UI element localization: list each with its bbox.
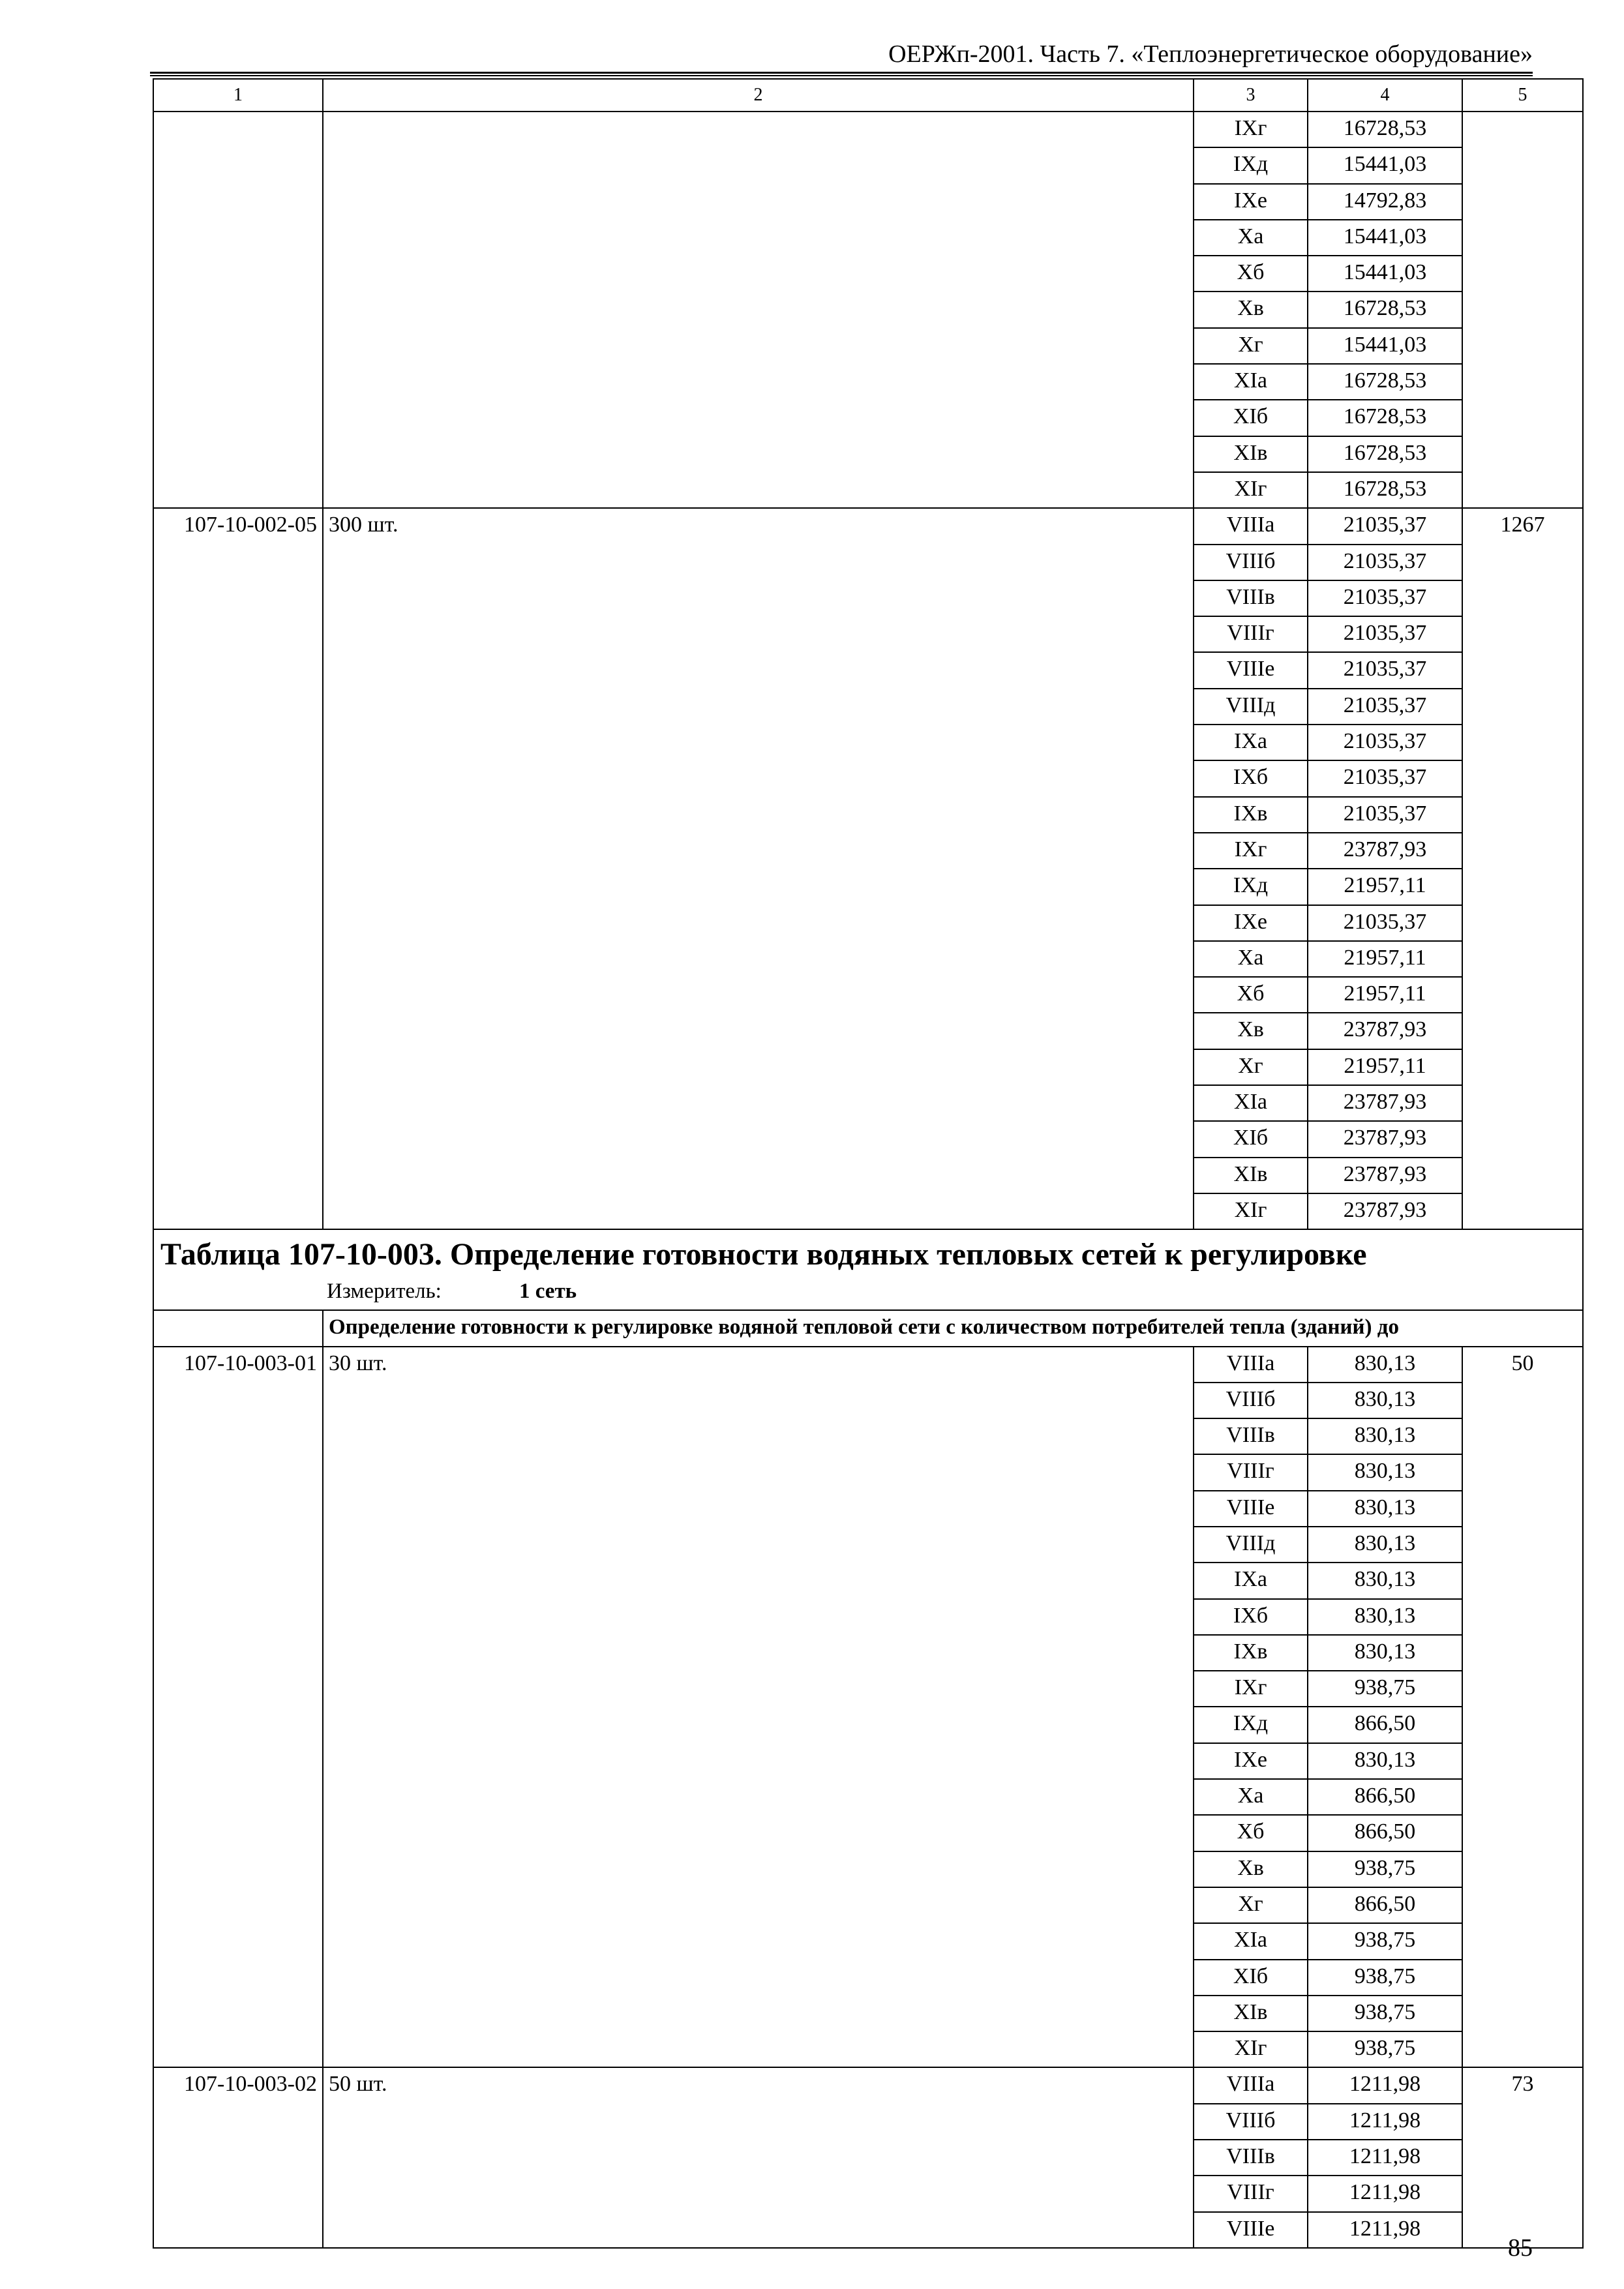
zone-cell: VIIIе — [1194, 652, 1308, 688]
price-cell: 866,50 — [1308, 1887, 1462, 1923]
zone-cell: IXг — [1194, 112, 1308, 147]
table-heading-block — [153, 1229, 1583, 1310]
zone-cell: Xв — [1194, 292, 1308, 327]
zone-cell: XIб — [1194, 1960, 1308, 1996]
zone-cell: VIIIг — [1194, 1454, 1308, 1490]
table-row — [153, 508, 1583, 544]
zone-cell: XIг — [1194, 2031, 1308, 2067]
price-cell: 21957,11 — [1308, 869, 1462, 905]
price-cell: 830,13 — [1308, 1491, 1462, 1527]
zone-cell: IXе — [1194, 184, 1308, 220]
price-cell: 866,50 — [1308, 1779, 1462, 1815]
zone-cell: XIб — [1194, 1121, 1308, 1157]
price-cell: 830,13 — [1308, 1347, 1462, 1383]
zone-cell: Xг — [1194, 1887, 1308, 1923]
price-cell: 23787,93 — [1308, 833, 1462, 869]
zone-cell: Xг — [1194, 1049, 1308, 1085]
price-cell: 830,13 — [1308, 1743, 1462, 1779]
table-heading-row — [153, 1229, 1583, 1310]
zone-cell: VIIIб — [1194, 1383, 1308, 1418]
meter-label: Измеритель: — [327, 1279, 442, 1304]
zone-cell: VIIIе — [1194, 2212, 1308, 2248]
page-number: 85 — [1508, 2234, 1533, 2262]
price-cell: 938,75 — [1308, 1851, 1462, 1887]
zone-cell: XIг — [1194, 472, 1308, 508]
document-title: ОЕРЖп-2001. Часть 7. «Теплоэнергетическое оборудование» — [888, 40, 1533, 68]
price-cell: 21035,37 — [1308, 580, 1462, 616]
price-cell: 1211,98 — [1308, 2212, 1462, 2248]
table-title: Таблица 107-10-003. Определение готовности водяных тепловых сетей к регулировке — [160, 1237, 1367, 1272]
zone-cell: VIIIе — [1194, 1491, 1308, 1527]
zone-cell: IXа — [1194, 1563, 1308, 1598]
table-row — [153, 112, 1583, 147]
zone-cell: IXг — [1194, 1671, 1308, 1707]
item-col5: 73 — [1462, 2067, 1583, 2247]
price-cell: 938,75 — [1308, 1923, 1462, 1959]
price-cell: 21035,37 — [1308, 508, 1462, 544]
price-cell: 938,75 — [1308, 1960, 1462, 1996]
price-cell: 866,50 — [1308, 1707, 1462, 1743]
zone-cell: VIIIб — [1194, 2104, 1308, 2140]
zone-cell: XIа — [1194, 1085, 1308, 1121]
meter-value: 1 сеть — [519, 1279, 577, 1304]
zone-cell: VIIIб — [1194, 545, 1308, 580]
zone-cell: VIIIв — [1194, 580, 1308, 616]
price-cell: 21957,11 — [1308, 977, 1462, 1013]
item-description: 50 шт. — [323, 2067, 1194, 2247]
price-cell: 21035,37 — [1308, 760, 1462, 796]
zone-cell: VIIIд — [1194, 1527, 1308, 1563]
price-cell: 830,13 — [1308, 1635, 1462, 1671]
extra-cell — [1462, 112, 1583, 508]
price-cell: 23787,93 — [1308, 1193, 1462, 1229]
zone-cell: XIа — [1194, 364, 1308, 400]
zone-cell: IXб — [1194, 760, 1308, 796]
zone-cell: IXе — [1194, 905, 1308, 941]
zone-cell: Xб — [1194, 1815, 1308, 1851]
header-rule — [150, 75, 1533, 76]
column-number: 5 — [1462, 79, 1583, 112]
price-cell: 14792,83 — [1308, 184, 1462, 220]
price-cell: 938,75 — [1308, 1996, 1462, 2031]
item-col5: 50 — [1462, 1347, 1583, 2068]
price-cell: 830,13 — [1308, 1527, 1462, 1563]
zone-cell: VIIIг — [1194, 616, 1308, 652]
zone-cell: VIIIд — [1194, 689, 1308, 725]
blank-cell — [153, 1310, 323, 1346]
item-code: 107-10-002-05 — [153, 508, 323, 1229]
zone-cell: IXг — [1194, 833, 1308, 869]
price-cell: 23787,93 — [1308, 1013, 1462, 1049]
price-cell: 16728,53 — [1308, 436, 1462, 472]
item-code: 107-10-003-01 — [153, 1347, 323, 2068]
price-cell: 830,13 — [1308, 1454, 1462, 1490]
price-cell: 830,13 — [1308, 1418, 1462, 1454]
item-col5: 1267 — [1462, 508, 1583, 1229]
zone-cell: IXд — [1194, 869, 1308, 905]
table-row — [153, 2067, 1583, 2103]
column-number: 1 — [153, 79, 323, 112]
column-number: 2 — [323, 79, 1194, 112]
price-cell: 938,75 — [1308, 2031, 1462, 2067]
zone-cell: Xв — [1194, 1013, 1308, 1049]
price-cell: 15441,03 — [1308, 328, 1462, 364]
column-number-row — [153, 79, 1583, 112]
item-description: 30 шт. — [323, 1347, 1194, 2068]
price-cell: 15441,03 — [1308, 220, 1462, 256]
zone-cell: IXд — [1194, 147, 1308, 183]
subheading: Определение готовности к регулировке водяной тепловой сети с количеством потребителей тепла (зданий) до — [323, 1310, 1583, 1346]
zone-cell: Xб — [1194, 256, 1308, 292]
price-cell: 21957,11 — [1308, 941, 1462, 977]
price-cell: 830,13 — [1308, 1383, 1462, 1418]
meter-row — [154, 1277, 1582, 1309]
zone-cell: XIг — [1194, 1193, 1308, 1229]
zone-cell: VIIIа — [1194, 508, 1308, 544]
zone-cell: XIв — [1194, 1158, 1308, 1193]
zone-cell: IXд — [1194, 1707, 1308, 1743]
zone-cell: IXб — [1194, 1599, 1308, 1635]
zone-cell: IXа — [1194, 725, 1308, 760]
price-cell: 21035,37 — [1308, 616, 1462, 652]
price-cell: 1211,98 — [1308, 2140, 1462, 2176]
price-cell: 16728,53 — [1308, 472, 1462, 508]
column-number: 4 — [1308, 79, 1462, 112]
zone-cell: XIв — [1194, 436, 1308, 472]
price-cell: 23787,93 — [1308, 1121, 1462, 1157]
price-cell: 830,13 — [1308, 1563, 1462, 1598]
price-cell: 21957,11 — [1308, 1049, 1462, 1085]
subheading-row — [153, 1310, 1583, 1346]
zone-cell: Xа — [1194, 1779, 1308, 1815]
zone-cell: XIб — [1194, 400, 1308, 436]
zone-cell: IXв — [1194, 797, 1308, 833]
price-cell: 16728,53 — [1308, 364, 1462, 400]
price-cell: 23787,93 — [1308, 1158, 1462, 1193]
code-cell — [153, 112, 323, 508]
price-cell: 16728,53 — [1308, 112, 1462, 147]
price-cell: 830,13 — [1308, 1599, 1462, 1635]
price-cell: 1211,98 — [1308, 2176, 1462, 2211]
price-cell: 1211,98 — [1308, 2104, 1462, 2140]
zone-cell: VIIIг — [1194, 2176, 1308, 2211]
price-cell: 21035,37 — [1308, 689, 1462, 725]
zone-cell: VIIIв — [1194, 1418, 1308, 1454]
zone-cell: Xг — [1194, 328, 1308, 364]
price-cell: 21035,37 — [1308, 725, 1462, 760]
price-cell: 21035,37 — [1308, 905, 1462, 941]
zone-cell: IXе — [1194, 1743, 1308, 1779]
price-cell: 16728,53 — [1308, 400, 1462, 436]
zone-cell: VIIIа — [1194, 2067, 1308, 2103]
zone-cell: VIIIа — [1194, 1347, 1308, 1383]
column-number: 3 — [1194, 79, 1308, 112]
price-cell: 21035,37 — [1308, 797, 1462, 833]
zone-cell: Xб — [1194, 977, 1308, 1013]
zone-cell: Xа — [1194, 941, 1308, 977]
zone-cell: XIв — [1194, 1996, 1308, 2031]
zone-cell: XIа — [1194, 1923, 1308, 1959]
price-cell: 21035,37 — [1308, 545, 1462, 580]
price-cell: 15441,03 — [1308, 147, 1462, 183]
price-cell: 866,50 — [1308, 1815, 1462, 1851]
price-table — [153, 78, 1584, 2249]
page-header — [150, 38, 1533, 74]
zone-cell: IXв — [1194, 1635, 1308, 1671]
zone-cell: VIIIв — [1194, 2140, 1308, 2176]
price-cell: 16728,53 — [1308, 292, 1462, 327]
zone-cell: Xв — [1194, 1851, 1308, 1887]
item-description: 300 шт. — [323, 508, 1194, 1229]
price-cell: 21035,37 — [1308, 652, 1462, 688]
price-cell: 23787,93 — [1308, 1085, 1462, 1121]
table-row — [153, 1347, 1583, 1383]
description-cell — [323, 112, 1194, 508]
price-cell: 1211,98 — [1308, 2067, 1462, 2103]
price-cell: 938,75 — [1308, 1671, 1462, 1707]
price-cell: 15441,03 — [1308, 256, 1462, 292]
zone-cell: Xа — [1194, 220, 1308, 256]
item-code: 107-10-003-02 — [153, 2067, 323, 2247]
